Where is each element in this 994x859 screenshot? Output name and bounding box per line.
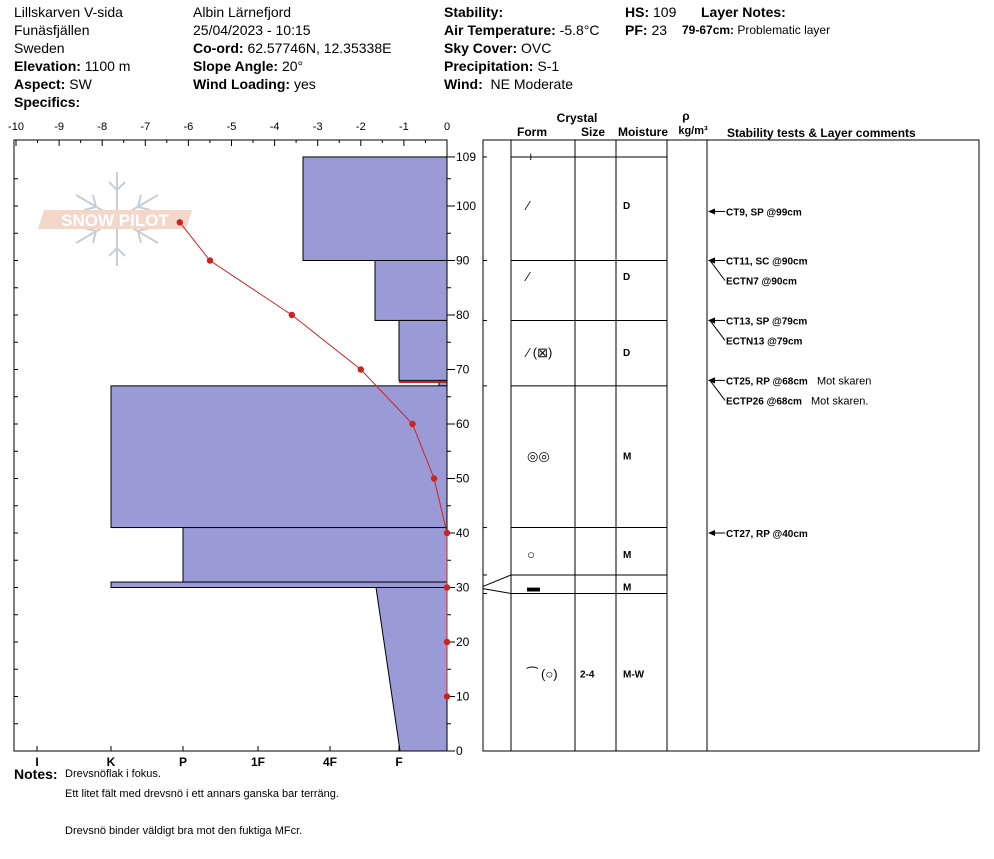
layer-form: ⁄	[527, 198, 530, 213]
layer-table	[483, 140, 979, 751]
layer-form: ⁄	[527, 268, 530, 284]
stability-test-label: ECTN13 @79cm	[726, 336, 803, 348]
stability-header: Stability tests & Layer comments	[727, 126, 916, 140]
stability-arrow-line	[710, 320, 725, 340]
layer-moisture: M-W	[623, 669, 645, 681]
layer-form: ⁀ (○)	[527, 666, 558, 682]
temperature-point	[409, 421, 415, 427]
layer-moisture: D	[623, 271, 631, 283]
temp-tick-label: -8	[97, 121, 108, 133]
precip-label: Precipitation:	[444, 58, 534, 74]
pf-value: 23	[651, 22, 668, 38]
pf-label: PF:	[625, 22, 648, 38]
layer-form: ▬	[527, 579, 540, 595]
moisture-header: Moisture	[617, 125, 669, 139]
stability-arrow-head	[708, 208, 715, 214]
height-tick-label: 40	[456, 526, 470, 540]
layer-moisture: D	[623, 348, 631, 360]
layer-note-range: 79-67cm:	[682, 23, 735, 37]
temp-tick-label: -6	[183, 121, 194, 133]
hardness-bar-6	[111, 582, 447, 587]
hardness-bar-2	[399, 320, 447, 380]
layer-moisture: M	[623, 451, 632, 463]
slope-label: Slope Angle:	[193, 58, 279, 74]
layer-form: +	[527, 148, 535, 164]
stability-test-label: CT13, SP @79cm	[726, 316, 808, 328]
temp-tick-label: -5	[226, 121, 237, 133]
layer-moisture: M	[623, 549, 632, 561]
temperature-point	[444, 693, 450, 699]
layer-form: ○	[527, 546, 535, 562]
height-tick-label: 109	[456, 149, 477, 164]
stability-test-label: CT9, SP @99cm	[726, 207, 802, 219]
sky-value: OVC	[521, 40, 552, 56]
height-tick-label: 30	[456, 580, 470, 595]
stability-test-label: ECTN7 @90cm	[726, 276, 797, 288]
hardness-tick-label: F	[395, 755, 403, 769]
country-name: Sweden	[14, 40, 65, 56]
slope-value: 20°	[281, 58, 304, 74]
temperature-point	[444, 530, 450, 536]
hardness-bar-7	[376, 588, 447, 752]
region-name: Funäsfjällen	[14, 22, 90, 38]
temperature-point	[431, 475, 437, 481]
hardness-tick-label: P	[178, 755, 188, 769]
temp-tick-label: 0	[443, 121, 451, 133]
observation-datetime: 25/04/2023 - 10:15	[193, 22, 311, 38]
height-tick-label: 80	[456, 308, 470, 322]
wind-value: NE Moderate	[490, 76, 574, 92]
stability-test-comment: Mot skaren	[817, 375, 872, 388]
temp-tick-label: -7	[140, 121, 151, 133]
hardness-bar-1	[375, 261, 447, 321]
stability-test-label: CT25, RP @68cm	[726, 376, 808, 388]
notes-line-1: Drevsnöflak i fokus.	[65, 768, 161, 780]
temp-tick-label: -3	[312, 121, 323, 133]
height-tick-label: 90	[456, 253, 470, 268]
hardness-bar-5	[183, 528, 447, 583]
stability-arrow-line	[710, 380, 725, 400]
sky-label: Sky Cover:	[444, 40, 518, 56]
notes-line-2: Ett litet fält med drevsnö i ett annars ganska bar terräng.	[65, 788, 339, 800]
stability-test-label: CT11, SC @90cm	[726, 256, 808, 268]
hardness-tick-label: 4F	[322, 755, 338, 769]
observer-name: Albin Lärnefjord	[193, 4, 292, 20]
layer-form: ◎◎	[527, 448, 550, 464]
snowpilot-logo	[38, 172, 192, 266]
temperature-point	[177, 219, 183, 225]
coord-value: 62.57746N, 12.35338E	[247, 40, 392, 56]
hardness-tick-label: K	[106, 755, 116, 769]
size-header: Size	[580, 125, 606, 139]
temp-tick-label: -1	[399, 121, 409, 133]
logo-text: SNOW PILOT	[61, 211, 169, 230]
aspect-value: SW	[69, 76, 92, 92]
boundary-connector	[483, 575, 511, 586]
notes-label: Notes:	[14, 766, 58, 782]
hardness-bar-0	[303, 157, 447, 261]
layer-notes-label: Layer Notes:	[701, 4, 786, 20]
stability-label: Stability:	[444, 4, 504, 20]
elevation-value: 1100 m	[84, 58, 131, 74]
location-name: Lillskarven V-sida	[14, 4, 123, 20]
air-temp-value: -5.8°C	[559, 22, 600, 38]
height-tick-label: 0	[456, 744, 463, 758]
stability-arrow-head	[708, 530, 715, 536]
stability-test-label: CT27, RP @40cm	[726, 529, 808, 540]
height-tick-label: 60	[456, 417, 470, 431]
height-tick-label: 10	[456, 689, 470, 704]
stability-test-comment: Mot skaren.	[811, 395, 869, 408]
temperature-point	[289, 312, 295, 318]
stability-arrow-line	[710, 261, 725, 281]
notes-line-3: Drevsnö binder väldigt bra mot den fuktiga MFcr.	[65, 825, 303, 837]
wind-loading-value: yes	[293, 76, 316, 92]
temperature-point	[207, 257, 213, 263]
temp-tick-label: -2	[355, 121, 366, 133]
precip-value: S-1	[537, 58, 560, 74]
temp-tick-label: -9	[54, 121, 64, 133]
wind-loading-label: Wind Loading:	[193, 76, 291, 92]
rho-header: ρ	[682, 109, 690, 123]
height-tick-label: 70	[456, 362, 470, 377]
temperature-point	[444, 639, 450, 645]
specifics-label: Specifics:	[14, 94, 81, 110]
temp-tick-label: -10	[8, 121, 24, 133]
layer-moisture: M	[623, 582, 632, 594]
aspect-label: Aspect:	[14, 76, 66, 92]
layer-size: 2-4	[580, 669, 595, 681]
density-unit-header: kg/m³	[678, 125, 708, 137]
height-tick-label: 100	[456, 199, 477, 213]
hs-value: 109	[653, 4, 677, 20]
elevation-label: Elevation:	[14, 58, 81, 74]
hardness-bars	[111, 157, 447, 751]
temperature-point	[444, 584, 450, 590]
hs-label: HS:	[625, 4, 650, 20]
air-temp-label: Air Temperature:	[444, 22, 556, 38]
temperature-point	[358, 366, 364, 372]
temp-tick-label: -4	[269, 121, 280, 133]
layer-form: ⁄ (⊠)	[527, 345, 553, 361]
height-tick-label: 20	[456, 635, 470, 649]
height-tick-label: 50	[456, 471, 470, 486]
hardness-tick-label: 1F	[250, 755, 266, 769]
hardness-tick-label: I	[35, 755, 39, 769]
table-border	[483, 140, 979, 751]
layer-note-text: Problematic layer	[737, 23, 831, 37]
form-header: Form	[517, 125, 547, 139]
wind-label: Wind:	[444, 76, 483, 92]
layer-moisture: D	[623, 201, 631, 212]
crystal-header: Crystal	[556, 111, 598, 125]
boundary-connector	[483, 589, 511, 594]
stability-test-label: ECTP26 @68cm	[726, 396, 802, 408]
coord-label: Co-ord:	[193, 40, 244, 56]
